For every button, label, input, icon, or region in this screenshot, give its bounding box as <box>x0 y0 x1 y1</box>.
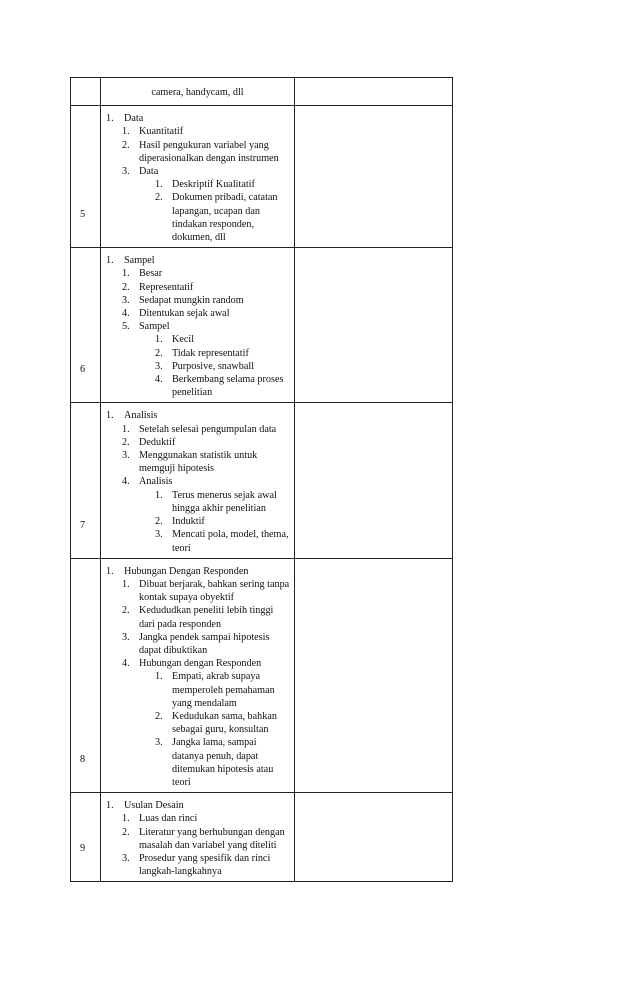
list-item <box>122 139 290 165</box>
list-item <box>122 281 290 294</box>
outline-list <box>101 409 290 554</box>
item-number: 5. <box>122 321 130 333</box>
list-item <box>122 125 290 138</box>
list-item <box>122 307 290 320</box>
item-heading: Data <box>124 113 144 125</box>
item-number: 3. <box>155 737 163 749</box>
outline-list <box>101 112 290 244</box>
list-item <box>122 294 290 307</box>
item-text: Kedududkan peneliti lebih tinggi dari pada responden <box>139 605 274 630</box>
row-number: 7 <box>80 519 86 531</box>
item-text: Berkembang selama proses penelitian <box>172 374 284 399</box>
item-number: 1. <box>122 423 130 435</box>
outline-list <box>101 254 290 399</box>
item-number: 2. <box>122 436 130 448</box>
item-text: Literatur yang berhubungan dengan masalah dan variabel yang diteliti <box>139 826 285 851</box>
table-row <box>71 248 453 403</box>
row-number: 8 <box>80 753 86 765</box>
table-row <box>71 78 453 106</box>
comparison-table <box>70 77 453 882</box>
row-number-cell <box>71 78 101 106</box>
item-text: Induktif <box>172 516 205 528</box>
item-text: Kecil <box>172 334 195 346</box>
item-number: 2. <box>122 826 130 838</box>
list-item <box>122 449 290 475</box>
row-number: 9 <box>80 843 86 855</box>
sub-list <box>106 812 290 878</box>
item-number: 1. <box>122 268 130 280</box>
row-content-cell <box>101 403 295 558</box>
row-content-cell <box>101 248 295 403</box>
item-number: 2. <box>122 605 130 617</box>
item-number: 3. <box>122 294 130 306</box>
item-number: 1. <box>122 813 130 825</box>
list-item <box>155 373 290 399</box>
item-text: Hubungan dengan Responden <box>139 658 262 670</box>
list-item <box>155 333 290 346</box>
row-empty-cell <box>295 248 453 403</box>
item-number: 2. <box>155 192 163 204</box>
item-text: Deskriptif Kualitatif <box>172 179 255 191</box>
item-text: Sedapat mungkin random <box>139 294 244 306</box>
list-item <box>101 565 290 789</box>
item-number: 1. <box>106 255 114 267</box>
list-item <box>122 436 290 449</box>
sub-sub-list <box>139 670 290 789</box>
item-text: Ditentukan sejak awal <box>139 308 230 320</box>
item-number: 4. <box>122 308 130 320</box>
item-text: Besar <box>139 268 163 280</box>
outline-list <box>101 799 290 878</box>
item-text: Jangka pendek sampai hipotesis dapat dibuktikan <box>139 631 270 656</box>
row-number: 5 <box>80 209 86 221</box>
table-row <box>71 106 453 248</box>
item-number: 3. <box>155 529 163 541</box>
row-number-cell <box>71 403 101 558</box>
item-number: 1. <box>122 578 130 590</box>
row-number-cell <box>71 793 101 882</box>
item-text: Dokumen pribadi, catatan lapangan, ucapan dan tindakan responden, dokumen, dll <box>172 192 278 244</box>
sub-sub-list <box>139 178 290 244</box>
list-item <box>155 489 290 515</box>
row-content-cell <box>101 106 295 248</box>
list-item <box>122 320 290 399</box>
item-number: 1. <box>155 671 163 683</box>
item-heading: Usulan Desain <box>124 800 184 812</box>
list-item <box>101 254 290 399</box>
item-number: 3. <box>155 360 163 372</box>
row-number-cell <box>71 558 101 792</box>
list-item <box>101 409 290 554</box>
row-empty-cell <box>295 403 453 558</box>
list-item <box>155 360 290 373</box>
item-number: 3. <box>122 166 130 178</box>
item-number: 1. <box>106 800 114 812</box>
item-text: Purposive, snawball <box>172 360 255 372</box>
item-text: Dibuat berjarak, bahkan sering tanpa kontak supaya obyektif <box>139 578 290 604</box>
item-number: 3. <box>122 852 130 864</box>
item-text: Empati, akrab supaya memperoleh pemahaman yang mendalam <box>172 671 275 709</box>
sub-sub-list <box>139 333 290 399</box>
table-row <box>71 403 453 558</box>
item-text: Data <box>139 166 159 178</box>
list-item <box>122 165 290 244</box>
list-item <box>155 191 290 244</box>
continuation-text: camera, handycam, dll <box>151 87 244 98</box>
item-text: Tidak representatif <box>172 347 249 359</box>
item-heading: Hubungan Dengan Responden <box>124 565 249 577</box>
item-number: 2. <box>155 516 163 528</box>
item-number: 2. <box>155 347 163 359</box>
list-item <box>155 710 290 736</box>
list-item <box>122 578 290 604</box>
item-text: Mencati pola, model, thema, teori <box>172 529 289 554</box>
item-number: 2. <box>122 139 130 151</box>
list-item <box>101 112 290 244</box>
list-item <box>122 657 290 789</box>
item-number: 3. <box>122 450 130 462</box>
item-number: 1. <box>106 565 114 577</box>
sub-sub-list <box>139 489 290 555</box>
row-number-cell <box>71 248 101 403</box>
table-row <box>71 793 453 882</box>
item-number: 1. <box>122 126 130 138</box>
list-item <box>155 528 290 554</box>
sub-list <box>106 578 290 789</box>
item-text: Prosedur yang spesifik dan rinci langkah-langkahnya <box>139 852 271 878</box>
list-item <box>122 267 290 280</box>
list-item <box>155 347 290 360</box>
row-number: 6 <box>80 364 86 376</box>
item-text: Jangka lama, sampai datanya penuh, dapat ditemukan hipotesis atau teori <box>172 737 274 788</box>
item-number: 4. <box>122 476 130 488</box>
list-item <box>122 852 290 878</box>
list-item <box>155 670 290 710</box>
item-number: 1. <box>155 489 163 501</box>
table-body <box>71 78 453 882</box>
item-number: 2. <box>155 710 163 722</box>
item-number: 2. <box>122 281 130 293</box>
row-content-cell <box>101 793 295 882</box>
item-number: 3. <box>122 631 130 643</box>
sub-list <box>106 125 290 244</box>
list-item <box>155 515 290 528</box>
item-text: Kuantitatif <box>139 126 184 138</box>
item-text: Terus menerus sejak awal hingga akhir penelitian <box>172 489 277 514</box>
row-empty-cell <box>295 558 453 792</box>
list-item <box>122 423 290 436</box>
row-content-cell <box>101 558 295 792</box>
item-text: Deduktif <box>139 436 176 448</box>
list-item <box>122 475 290 554</box>
list-item <box>122 631 290 657</box>
sub-list <box>106 267 290 399</box>
item-text: Sampel <box>139 321 170 333</box>
sub-list <box>106 423 290 555</box>
item-text: Menggunakan statistik untuk memguji hipotesis <box>139 450 258 475</box>
item-text: Kedudukan sama, bahkan sebagai guru, konsultan <box>172 710 277 736</box>
item-number: 4. <box>155 374 163 386</box>
item-text: Luas dan rinci <box>139 813 198 825</box>
item-number: 4. <box>122 658 130 670</box>
item-number: 1. <box>155 179 163 191</box>
row-empty-cell <box>295 106 453 248</box>
row-empty-cell <box>295 78 453 106</box>
table-row <box>71 558 453 792</box>
item-heading: Sampel <box>124 255 155 267</box>
item-number: 1. <box>155 334 163 346</box>
list-item <box>155 178 290 191</box>
list-item <box>101 799 290 878</box>
row-number-cell <box>71 106 101 248</box>
item-text: Setelah selesai pengumpulan data <box>139 423 277 435</box>
row-empty-cell <box>295 793 453 882</box>
item-text: Analisis <box>139 476 173 488</box>
list-item <box>122 812 290 825</box>
outline-list <box>101 565 290 789</box>
row-content-cell <box>101 78 295 106</box>
item-text: Representatif <box>139 281 194 293</box>
list-item <box>122 826 290 852</box>
item-number: 1. <box>106 113 114 125</box>
list-item <box>122 604 290 630</box>
item-text: Hasil pengukuran variabel yang diperasionalkan dengan instrumen <box>139 139 279 164</box>
item-heading: Analisis <box>124 410 158 422</box>
item-number: 1. <box>106 410 114 422</box>
list-item <box>155 736 290 789</box>
